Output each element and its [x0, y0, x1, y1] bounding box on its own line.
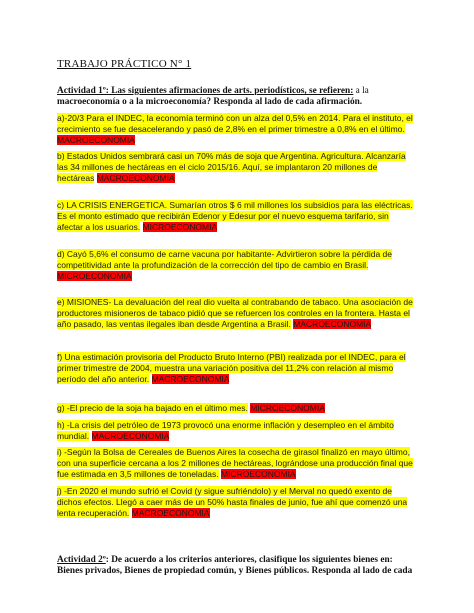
statement-text: h) -La crisis del petróleo de 1973 provocó una enorme inflación y desempleo en el ámbito mundial. — [57, 420, 394, 442]
activity-1-instructions — [57, 86, 422, 108]
statement-g — [57, 403, 417, 414]
answer-tag: MACROECONOMIA — [91, 431, 170, 442]
statement-text: g) -El precio de la soja ha bajado en el último mes. — [57, 403, 248, 413]
statement-text: a)-20/3 Para el INDEC, la economía terminó con un alza del 0,5% en 2014. Para el instituto, el crecimiento se fue desacelerando y pasó de 2,8% en el primer trimestre a 0,8% en el último. — [57, 113, 413, 135]
activity-2-heading: Actividad 2º — [57, 555, 106, 565]
activity-1-rest-a: a la — [353, 86, 369, 96]
answer-tag: MICROECONOMIA — [57, 271, 132, 282]
activity-2-instructions — [57, 555, 419, 578]
activity-1-rest-b: macroeconomía o a la microeconomía? Responda al lado de cada afirmación. — [57, 97, 363, 107]
statement-text: c) LA CRISIS ENERGETICA. Sumarían otros $ 6 mil millones los subsidios para las eléctricas. Es el monto estimado que recibirán Edenor y Edesur por el nuevo esquema tarifario, sin afectar a los usuarios. — [57, 200, 413, 233]
statement-e — [57, 297, 417, 331]
statement-d — [57, 249, 417, 283]
answer-tag: MICROECONOMIA — [250, 403, 325, 413]
statement-text: d) Cayó 5,6% el consumo de carne vacuna por habitante- Advirtieron sobre la pérdida de competitividad ante la profundización de la corrección del tipo de cambio en Brasil. — [57, 249, 393, 271]
statement-a — [57, 113, 417, 147]
answer-tag: MACROECONOMIA — [96, 173, 175, 184]
statement-h — [57, 420, 417, 442]
answer-tag: MICROECONOMIA — [220, 469, 296, 480]
statement-text: b) Estados Unidos sembrará casi un 70% más de soja que Argentina. Agricultura. Alcanzaría las 34 millones de hectáreas en el ciclo 2015/16. Aquí, se implantaron 20 millones de hectáreas — [57, 151, 406, 184]
statement-b — [57, 151, 417, 185]
statement-text: j) -En 2020 el mundo sufrió el Covid (y sigue sufriéndolo) y el Merval no quedó exento de dichos efectos. Llegó a caer más de un 50% hasta finales de junio, fue ahí que comenzó una lenta recuperación. — [57, 486, 408, 519]
answer-tag: MICROECONOMIA — [142, 222, 218, 233]
answer-tag: MACROECONOMIA — [293, 319, 372, 330]
answer-tag: MACROECONOMIA — [131, 508, 210, 519]
statement-j — [57, 486, 417, 520]
activity-2-text: : De acuerdo a los criterios anteriores, clasifique los siguientes bienes en: Bienes privados, Bienes de propiedad común, y Bienes públicos. Responda al lado de cada — [57, 555, 413, 577]
statement-f — [57, 352, 417, 386]
statement-i — [57, 447, 417, 481]
statement-text: i) -Según la Bolsa de Cereales de Buenos Aires la cosecha de girasol finalizó en mayo último, con una superficie cercana a los 2 millones de hectáreas, lográndose una producción final que fue estimada en 3,5 millones de toneladas. — [57, 447, 413, 480]
statement-c — [57, 200, 417, 234]
document-title: TRABAJO PRÁCTICO N° 1 — [57, 58, 192, 70]
answer-tag: MACROECONOMIA — [151, 374, 230, 385]
activity-1-heading: Actividad 1º: Las siguientes afirmaciones de arts. periodísticos, se refieren: — [57, 86, 354, 96]
statement-text: f) Una estimación provisoria del Producto Bruto Interno (PBI) realizada por el INDEC, para el primer trimestre de 2004, muestra una variación positiva del 11,2% con relación al mismo período del año anterior. — [57, 352, 406, 385]
statement-text: e) MISIONES- La devaluación del real dio vuelta al contrabando de tabaco. Una asociación de productores misioneros de tabaco pidió que se refuercen los controles en la frontera. Hasta el año pasado, las ventas ilegales iban desde Argentina a Brasil. — [57, 297, 413, 330]
answer-tag: MACROECONOMIA — [57, 135, 135, 146]
